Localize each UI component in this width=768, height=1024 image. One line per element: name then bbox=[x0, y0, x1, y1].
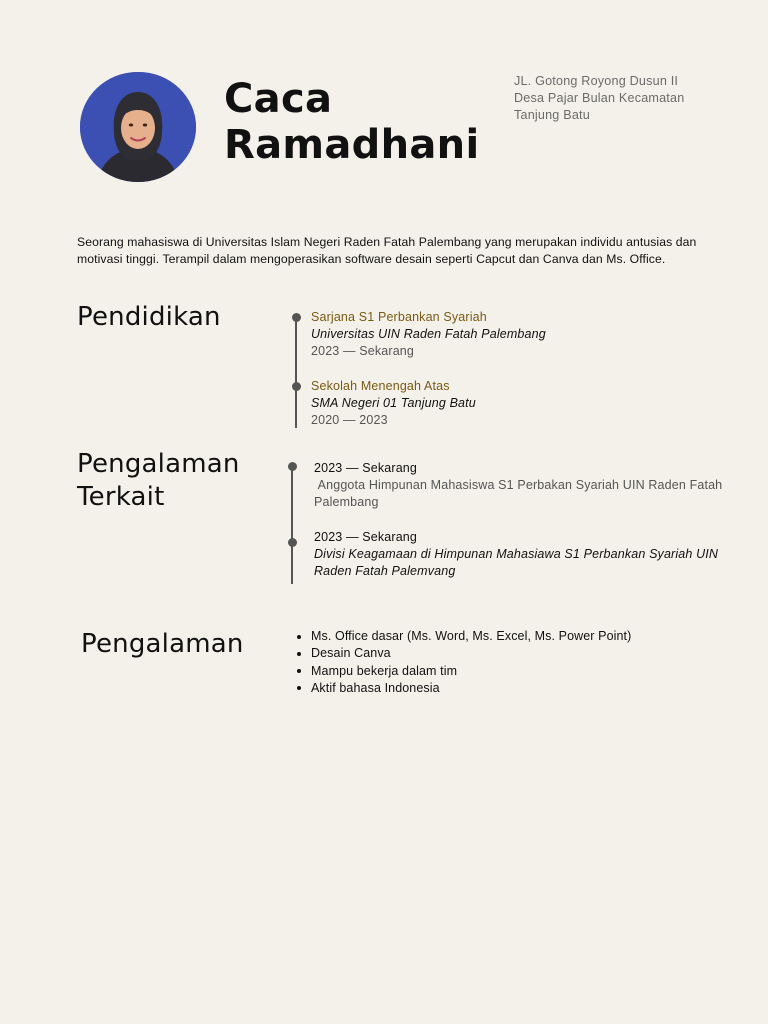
education-period: 2020 — 2023 bbox=[311, 413, 388, 427]
skill-label: Mampu bekerja dalam tim bbox=[311, 663, 458, 678]
education-degree: Sarjana S1 Perbankan Syariah bbox=[311, 310, 487, 324]
experience-heading-line: Terkait bbox=[77, 482, 165, 512]
skill-item bbox=[296, 645, 631, 662]
skill-label: Desain Canva bbox=[311, 646, 391, 661]
first-name: Caca bbox=[224, 76, 333, 122]
bullet-icon bbox=[297, 652, 301, 656]
skill-item bbox=[296, 680, 631, 697]
experience-heading bbox=[77, 448, 240, 514]
address-line: Desa Pajar Bulan Kecamatan bbox=[514, 91, 685, 105]
skill-item bbox=[296, 663, 631, 680]
bullet-icon bbox=[297, 669, 301, 673]
address-line: JL. Gotong Royong Dusun II bbox=[514, 74, 679, 88]
education-heading: Pendidikan bbox=[77, 302, 221, 332]
address-block bbox=[514, 73, 724, 124]
experience-description: Anggota Himpunan Mahasiswa S1 Perbakan Syariah UIN Raden Fatah Palembang bbox=[314, 478, 726, 509]
address-line: Tanjung Batu bbox=[514, 108, 590, 122]
education-school: SMA Negeri 01 Tanjung Batu bbox=[311, 396, 476, 410]
experience-period: 2023 — Sekarang bbox=[314, 461, 418, 475]
profile-summary: Seorang mahasiswa di Universitas Islam Negeri Raden Fatah Palembang yang merupakan individu antusias dan motivasi tinggi. Terampil dalam mengoperasikan software desain seperti Capcut dan Canva dan Ms. Office. bbox=[77, 235, 697, 266]
education-period: 2023 — Sekarang bbox=[311, 344, 415, 358]
skills-heading: Pengalaman bbox=[81, 629, 244, 659]
education-timeline bbox=[295, 318, 297, 428]
skill-item bbox=[296, 628, 631, 645]
full-name bbox=[224, 76, 494, 168]
profile-photo bbox=[80, 72, 196, 182]
timeline-dot bbox=[292, 313, 301, 322]
bullet-icon bbox=[297, 686, 301, 690]
education-entry bbox=[311, 309, 691, 360]
experience-period: 2023 — Sekarang bbox=[314, 530, 418, 544]
education-entry bbox=[311, 378, 691, 429]
experience-entry bbox=[314, 529, 734, 580]
experience-entry bbox=[314, 460, 734, 511]
education-degree: Sekolah Menengah Atas bbox=[311, 379, 450, 393]
timeline-dot bbox=[292, 382, 301, 391]
avatar-portrait-icon bbox=[80, 72, 196, 182]
experience-description: Divisi Keagamaan di Himpunan Mahasiawa S1 Perbankan Syariah UIN Raden Fatah Palemvang bbox=[314, 547, 719, 578]
bullet-icon bbox=[297, 635, 301, 639]
timeline-dot bbox=[288, 538, 297, 547]
experience-heading-line: Pengalaman bbox=[77, 449, 240, 479]
experience-timeline bbox=[291, 466, 293, 584]
skill-label: Aktif bahasa Indonesia bbox=[311, 680, 440, 695]
skills-list bbox=[296, 628, 631, 697]
education-school: Universitas UIN Raden Fatah Palembang bbox=[311, 327, 546, 341]
skill-label: Ms. Office dasar (Ms. Word, Ms. Excel, Ms. Power Point) bbox=[311, 629, 632, 643]
last-name: Ramadhani bbox=[224, 122, 480, 168]
timeline-dot bbox=[288, 462, 297, 471]
